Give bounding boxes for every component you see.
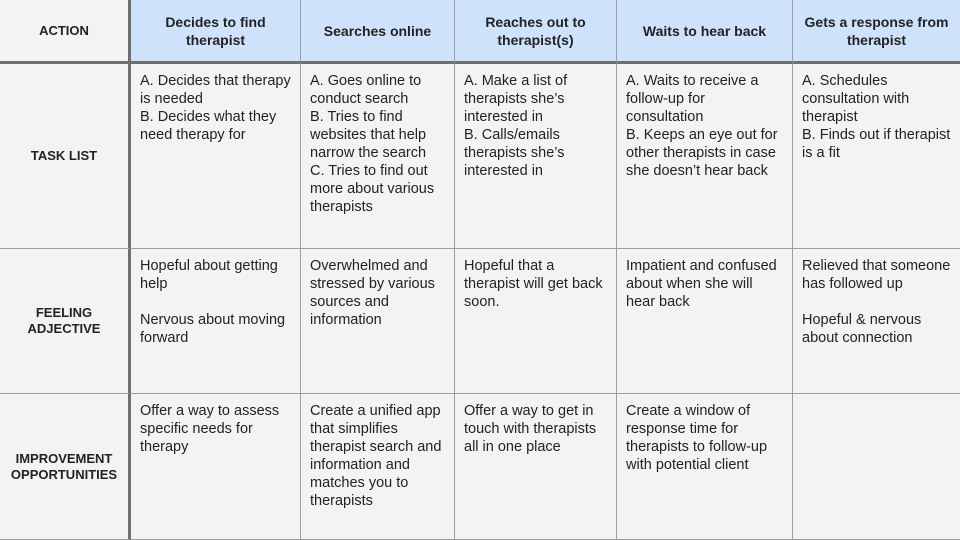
- task-cell-3: A. Make a list of therapists she’s interested in B. Calls/emails therapists she’s interested in: [455, 64, 617, 249]
- improvement-cell-3: Offer a way to get in touch with therapists all in one place: [455, 394, 617, 540]
- row-label-feeling-adjective: FEELING ADJECTIVE: [0, 249, 131, 394]
- feeling-cell-3: Hopeful that a therapist will get back soon.: [455, 249, 617, 394]
- feeling-cell-4: Impatient and confused about when she will hear back: [617, 249, 793, 394]
- task-cell-2: A. Goes online to conduct search B. Tries to find websites that help narrow the search C. Tries to find out more about various therapists: [301, 64, 455, 249]
- task-cell-4: A. Waits to receive a follow-up for consultation B. Keeps an eye out for other therapists in case she doesn’t hear back: [617, 64, 793, 249]
- action-header-label: ACTION: [0, 0, 131, 64]
- improvement-cell-2: Create a unified app that simplifies therapist search and information and matches you to therapists: [301, 394, 455, 540]
- stage-header-2: Searches online: [301, 0, 455, 64]
- improvement-cell-4: Create a window of response time for therapists to follow-up with potential client: [617, 394, 793, 540]
- row-label-improvement-opportunities: IMPROVEMENT OPPORTUNITIES: [0, 394, 131, 540]
- stage-header-4: Waits to hear back: [617, 0, 793, 64]
- feeling-cell-5: Relieved that someone has followed up Hopeful & nervous about connection: [793, 249, 960, 394]
- stage-header-5: Gets a response from therapist: [793, 0, 960, 64]
- task-cell-1: A. Decides that therapy is needed B. Decides what they need therapy for: [131, 64, 301, 249]
- feeling-cell-2: Overwhelmed and stressed by various sources and information: [301, 249, 455, 394]
- feeling-cell-1: Hopeful about getting help Nervous about moving forward: [131, 249, 301, 394]
- task-cell-5: A. Schedules consultation with therapist B. Finds out if therapist is a fit: [793, 64, 960, 249]
- stage-header-1: Decides to find therapist: [131, 0, 301, 64]
- row-label-task-list: TASK LIST: [0, 64, 131, 249]
- improvement-cell-5: [793, 394, 960, 540]
- stage-header-3: Reaches out to therapist(s): [455, 0, 617, 64]
- improvement-cell-1: Offer a way to assess specific needs for therapy: [131, 394, 301, 540]
